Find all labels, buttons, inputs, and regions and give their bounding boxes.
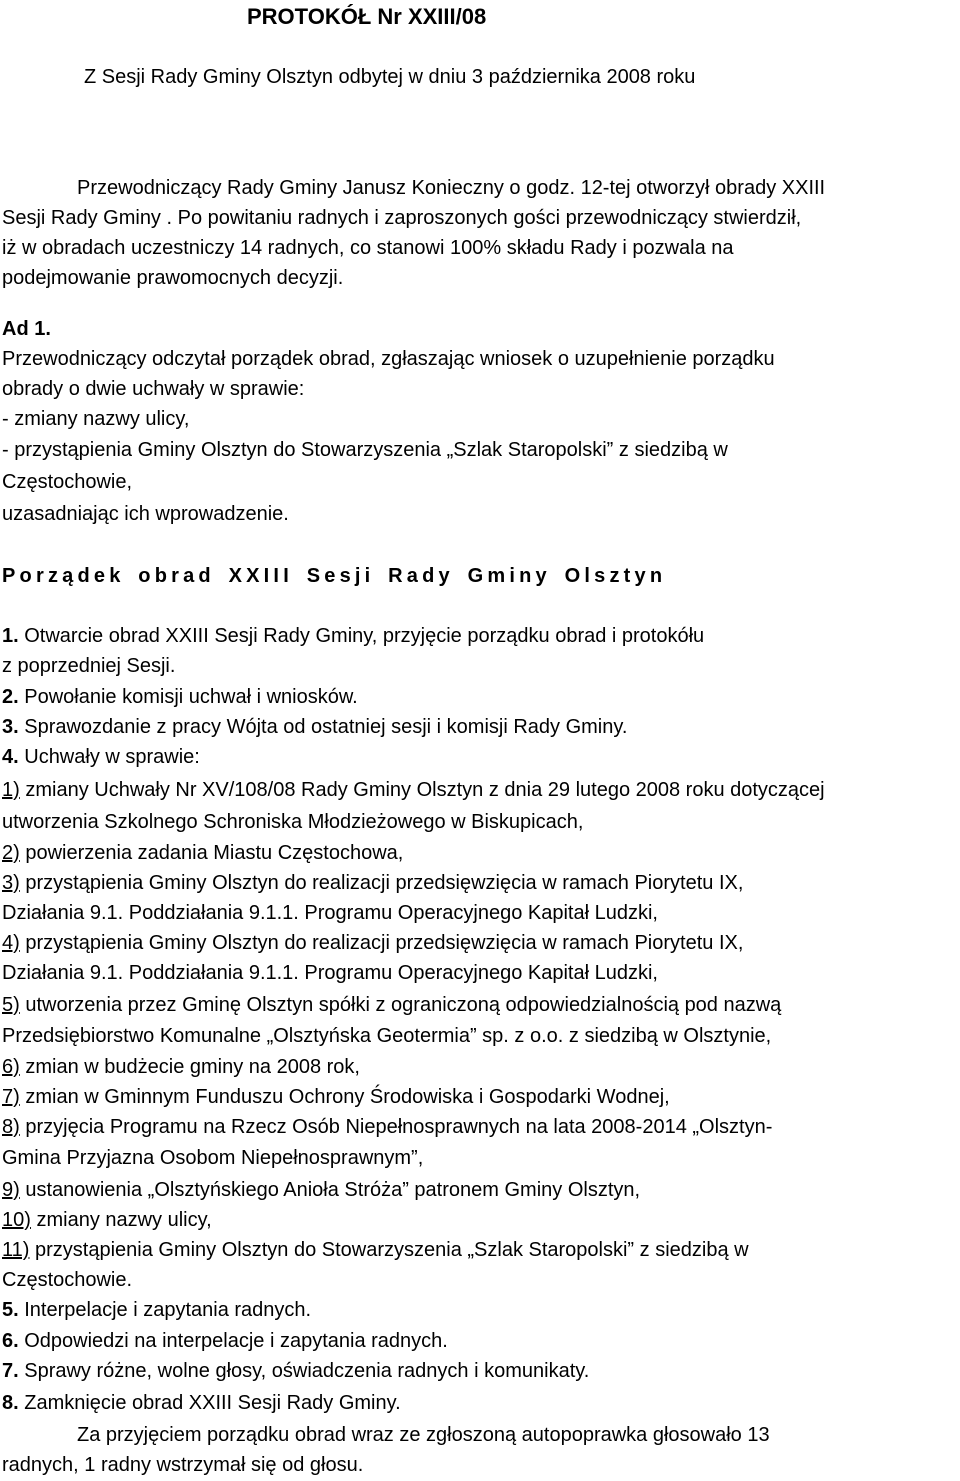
resolution-text: powierzenia zadania Miastu Częstochowa,	[19, 842, 404, 864]
agenda-item-number: 3.	[2, 716, 19, 738]
vote-line-2: radnych, 1 radny wstrzymał się od głosu.	[2, 1454, 364, 1476]
agenda-item-number: 5.	[2, 1299, 19, 1321]
resolution-item-2	[2, 838, 403, 868]
resolution-number: 3)	[2, 872, 20, 894]
agenda-item-text: Uchwały w sprawie:	[18, 746, 200, 768]
resolution-text: przystąpienia Gminy Olsztyn do realizacji przedsięwzięcia w ramach Piorytetu IX,	[19, 932, 744, 954]
agenda-item-text: Otwarcie obrad XXIII Sesji Rady Gminy, przyjęcie porządku obrad i protokółu	[18, 625, 705, 647]
agenda-item-3	[2, 712, 627, 742]
resolution-number: 11)	[2, 1239, 30, 1261]
agenda-item-text: Sprawy różne, wolne głosy, oświadczenia radnych i komunikaty.	[18, 1360, 590, 1382]
agenda-item-5	[2, 1295, 311, 1325]
ad1-line-6: uzasadniając ich wprowadzenie.	[2, 503, 289, 525]
agenda-item-text: Sprawozdanie z pracy Wójta od ostatniej sesji i komisji Rady Gminy.	[18, 716, 628, 738]
resolution-item-5	[2, 990, 781, 1020]
agenda-item-text: Interpelacje i zapytania radnych.	[18, 1299, 312, 1321]
resolution-number: 8)	[2, 1116, 20, 1138]
agenda-item-text: Odpowiedzi na interpelacje i zapytania radnych.	[18, 1330, 448, 1352]
opening-line-2: Sesji Rady Gminy . Po powitaniu radnych i zaproszonych gości przewodniczący stwierdził,	[2, 207, 802, 229]
ad1-heading: Ad 1.	[2, 318, 51, 340]
agenda-item-1	[2, 621, 704, 651]
resolution-text: przystąpienia Gminy Olsztyn do realizacji przedsięwzięcia w ramach Piorytetu IX,	[19, 872, 744, 894]
agenda-item-text: Powołanie komisji uchwał i wniosków.	[18, 686, 358, 708]
resolution-number: 10)	[2, 1209, 31, 1231]
ad1-line-3: - zmiany nazwy ulicy,	[2, 408, 190, 430]
agenda-item-number: 1.	[2, 625, 19, 647]
agenda-item-number: 8.	[2, 1392, 19, 1414]
resolution-item-8-cont: Gmina Przyjazna Osobom Niepełnosprawnym”,	[2, 1147, 424, 1169]
ad1-line-2: obrady o dwie uchwały w sprawie:	[2, 378, 305, 400]
resolution-text: zmiany nazwy ulicy,	[30, 1209, 212, 1231]
resolution-item-1	[2, 775, 825, 805]
resolution-item-3	[2, 868, 743, 898]
agenda-item-8	[2, 1388, 401, 1418]
opening-line-1: Przewodniczący Rady Gminy Janusz Konieczny o godz. 12-tej otworzył obrady XXIII	[77, 177, 826, 199]
resolution-number: 7)	[2, 1086, 20, 1108]
agenda-item-text: Zamknięcie obrad XXIII Sesji Rady Gminy.	[18, 1392, 401, 1414]
agenda-item-number: 4.	[2, 746, 19, 768]
resolution-item-7	[2, 1082, 670, 1112]
resolution-item-3-cont: Działania 9.1. Poddziałania 9.1.1. Programu Operacyjnego Kapitał Ludzki,	[2, 902, 658, 924]
resolution-item-5-cont: Przedsiębiorstwo Komunalne „Olsztyńska Geotermia” sp. z o.o. z siedzibą w Olsztynie,	[2, 1025, 772, 1047]
resolution-text: zmiany Uchwały Nr XV/108/08 Rady Gminy Olsztyn z dnia 29 lutego 2008 roku dotyczącej	[19, 779, 825, 801]
resolution-item-6	[2, 1052, 360, 1082]
agenda-heading: Porządek obrad XXIII Sesji Rady Gminy Olsztyn	[2, 565, 667, 587]
resolution-number: 5)	[2, 994, 20, 1016]
resolution-text: przyjęcia Programu na Rzecz Osób Niepełnosprawnych na lata 2008-2014 „Olsztyn-	[19, 1116, 773, 1138]
resolution-text: ustanowienia „Olsztyńskiego Anioła Stróża” patronem Gminy Olsztyn,	[19, 1179, 641, 1201]
resolution-item-1-cont: utworzenia Szkolnego Schroniska Młodzieżowego w Biskupicach,	[2, 811, 584, 833]
agenda-item-number: 6.	[2, 1330, 19, 1352]
resolution-item-11-cont: Częstochowie.	[2, 1269, 133, 1291]
resolution-item-4-cont: Działania 9.1. Poddziałania 9.1.1. Programu Operacyjnego Kapitał Ludzki,	[2, 962, 658, 984]
opening-line-4: podejmowanie prawomocnych decyzji.	[2, 267, 344, 289]
resolution-number: 2)	[2, 842, 20, 864]
resolution-text: zmian w budżecie gminy na 2008 rok,	[19, 1056, 360, 1078]
resolution-number: 1)	[2, 779, 20, 801]
ad1-line-5: Częstochowie,	[2, 471, 133, 493]
resolution-item-11	[2, 1235, 749, 1265]
resolution-item-8	[2, 1112, 772, 1142]
resolution-number: 6)	[2, 1056, 20, 1078]
agenda-item-number: 7.	[2, 1360, 19, 1382]
resolution-text: przystąpienia Gminy Olsztyn do Stowarzyszenia „Szlak Staropolski” z siedzibą w	[29, 1239, 749, 1261]
resolution-item-4	[2, 928, 743, 958]
ad1-line-4: - przystąpienia Gminy Olsztyn do Stowarzyszenia „Szlak Staropolski” z siedzibą w	[2, 439, 728, 461]
resolution-text: utworzenia przez Gminę Olsztyn spółki z ograniczoną odpowiedzialnością pod nazwą	[19, 994, 782, 1016]
agenda-item-2	[2, 682, 358, 712]
resolution-number: 9)	[2, 1179, 20, 1201]
agenda-item-6	[2, 1326, 448, 1356]
agenda-item-number: 2.	[2, 686, 19, 708]
ad1-line-1: Przewodniczący odczytał porządek obrad, zgłaszając wniosek o uzupełnienie porządku	[2, 348, 775, 370]
agenda-item-1-cont: z poprzedniej Sesji.	[2, 655, 176, 677]
resolution-text: zmian w Gminnym Funduszu Ochrony Środowiska i Gospodarki Wodnej,	[19, 1086, 670, 1108]
resolution-number: 4)	[2, 932, 20, 954]
resolution-item-10	[2, 1205, 212, 1235]
document-subtitle: Z Sesji Rady Gminy Olsztyn odbytej w dniu 3 października 2008 roku	[84, 66, 696, 88]
vote-line-1: Za przyjęciem porządku obrad wraz ze zgłoszoną autopoprawka głosowało 13	[77, 1424, 770, 1446]
agenda-item-4	[2, 742, 200, 772]
opening-line-3: iż w obradach uczestniczy 14 radnych, co stanowi 100% składu Rady i pozwala na	[2, 237, 734, 259]
document-title: PROTOKÓŁ Nr XXIII/08	[247, 4, 487, 29]
agenda-item-7	[2, 1356, 589, 1386]
resolution-item-9	[2, 1175, 640, 1205]
